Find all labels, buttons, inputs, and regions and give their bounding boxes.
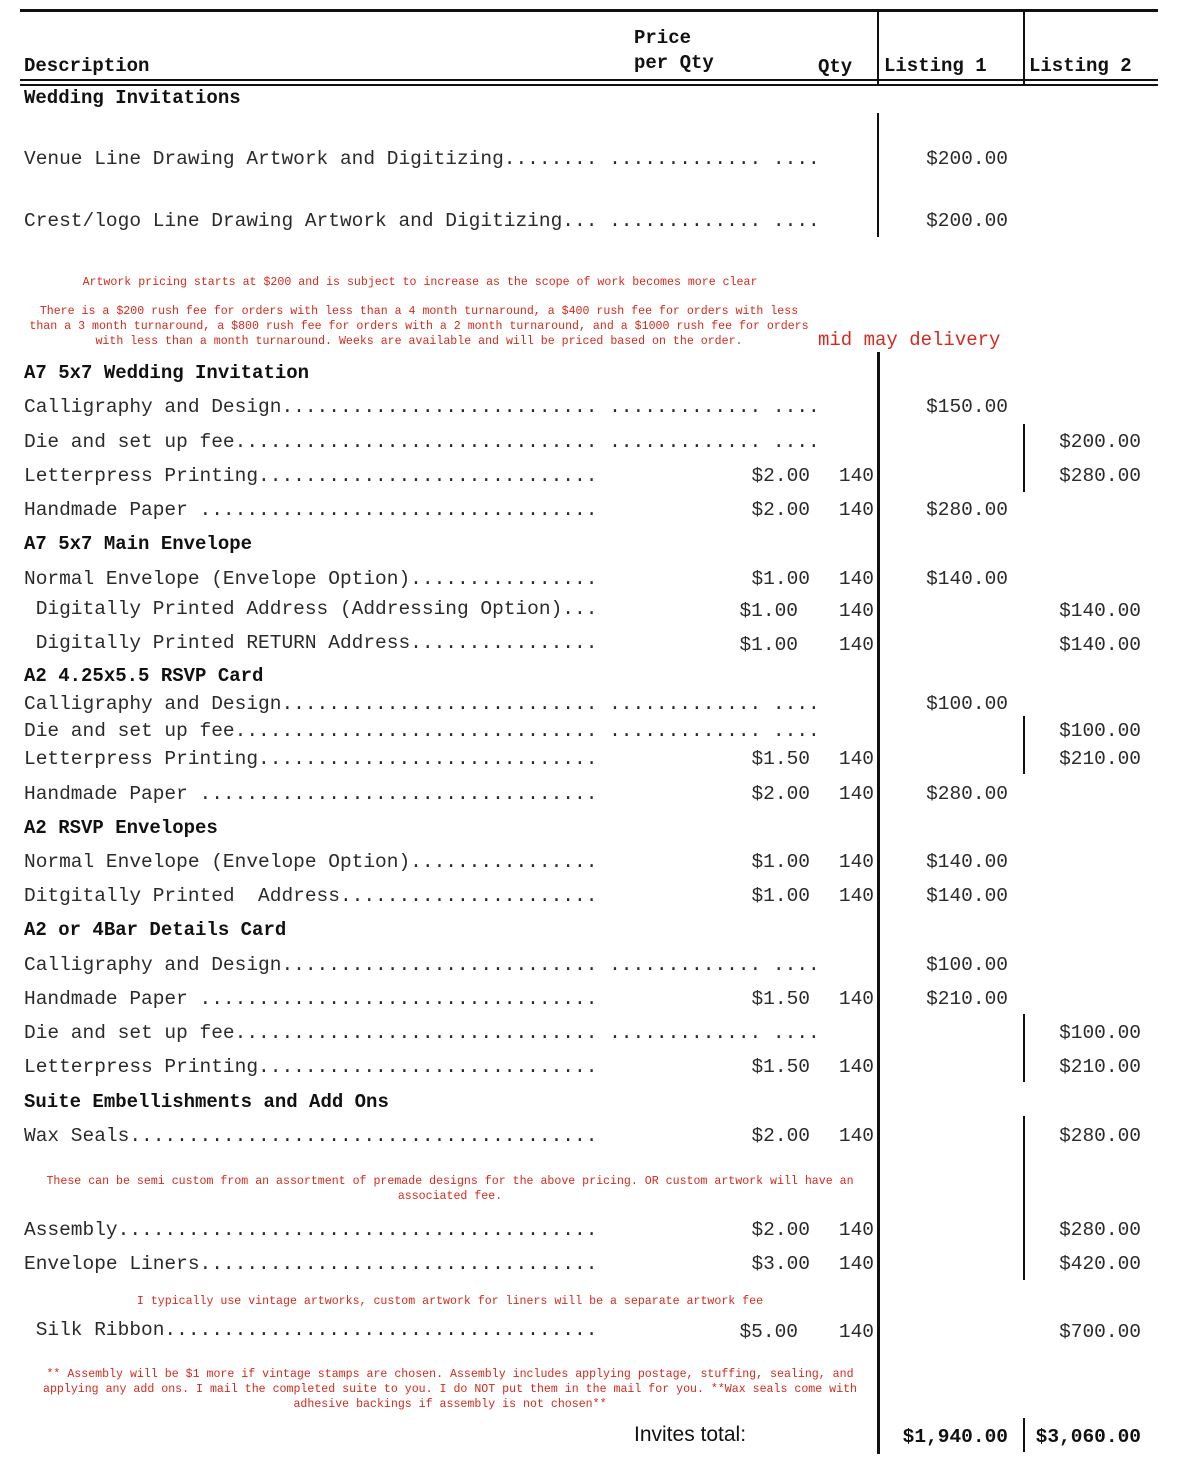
section-details-card: A2 or 4Bar Details Card: [24, 919, 287, 941]
line-item-description: Die and set up fee............................... ............. ....: [24, 720, 820, 742]
top-rule: [20, 9, 1158, 12]
line-item-listing1: $140.00: [926, 568, 1008, 590]
assembly-note: ** Assembly will be $1 more if vintage stamps are chosen. Assembly includes applying postage, stuffing, sealing, and applying any add ons. I mail the completed suite to you. I do NOT put them in the mail for you. **Wax seals come with adhesive backings if assembly is not chosen**: [42, 1368, 857, 1411]
line-item-qty: 140: [838, 988, 874, 1010]
listing2-total: $3,060.00: [1035, 1426, 1141, 1448]
line-item-qty: 140: [838, 499, 874, 521]
line-item-description: Envelope Liners..................................: [24, 1253, 598, 1275]
line-item-price: $1.00: [751, 851, 810, 873]
line-item-qty: 140: [838, 634, 874, 656]
line-item-description: Silk Ribbon.....................................: [24, 1319, 598, 1341]
line-item-description: Handmade Paper ..................................: [24, 988, 598, 1010]
line-item-description: Assembly.........................................: [24, 1219, 598, 1241]
listing1-divider-b: [877, 352, 880, 1454]
line-item-listing2: $100.00: [1059, 1022, 1141, 1044]
line-item-description: Normal Envelope (Envelope Option)................: [24, 568, 598, 590]
line-item-description: Die and set up fee............................... ............. ....: [24, 431, 820, 453]
line-item-price: $2.00: [751, 783, 810, 805]
liners-note: I typically use vintage artworks, custom artwork for liners will be a separate artwork fee: [136, 1295, 764, 1308]
header-listing-1: Listing 1: [884, 55, 987, 77]
line-item-description: Handmade Paper ..................................: [24, 499, 598, 521]
listing2-header-divider: [1023, 12, 1025, 84]
line-item-price: $3.00: [751, 1253, 810, 1275]
line-item-price: $1.00: [751, 885, 810, 907]
line-item-listing2: $210.00: [1059, 1056, 1141, 1078]
line-item-description: Letterpress Printing.............................: [24, 1056, 598, 1078]
line-item-listing1: $100.00: [926, 693, 1008, 715]
header-listing-2: Listing 2: [1029, 55, 1132, 77]
line-item-listing2: $700.00: [1059, 1321, 1141, 1343]
header-price-line1: Price: [634, 27, 692, 49]
line-item-listing2: $210.00: [1059, 748, 1141, 770]
listing1-divider-a: [877, 113, 879, 237]
line-item-description: Digitally Printed RETURN Address................: [24, 632, 598, 654]
line-item-price: $5.00: [739, 1321, 798, 1343]
line-item-listing1: $280.00: [926, 499, 1008, 521]
line-item-qty: 140: [838, 748, 874, 770]
line-item-listing1: $200.00: [926, 210, 1008, 232]
wax-seals-note: These can be semi custom from an assortment of premade designs for the above pricing. OR custom artwork will have an associated fee.: [46, 1175, 854, 1203]
line-item-qty: 140: [838, 465, 874, 487]
line-item-price: $1.00: [739, 600, 798, 622]
line-item-listing2: $280.00: [1059, 465, 1141, 487]
section-rsvp-envelopes: A2 RSVP Envelopes: [24, 817, 218, 839]
header-price-line2: per Qty: [634, 52, 714, 74]
line-item-price: $1.00: [751, 568, 810, 590]
line-item-listing1: $140.00: [926, 851, 1008, 873]
line-item-listing2: $140.00: [1059, 634, 1141, 656]
line-item-listing2: $100.00: [1059, 720, 1141, 742]
header-description: Description: [24, 55, 150, 77]
line-item-description: Ditgitally Printed Address......................: [24, 885, 598, 907]
line-item-listing2: $140.00: [1059, 600, 1141, 622]
header-rule-1: [20, 79, 1158, 81]
line-item-listing1: $280.00: [926, 783, 1008, 805]
line-item-price: $1.50: [751, 988, 810, 1010]
line-item-price: $2.00: [751, 465, 810, 487]
line-item-description: Venue Line Drawing Artwork and Digitizing........ ............. ....: [24, 148, 820, 170]
line-item-qty: 140: [838, 600, 874, 622]
line-item-description: Calligraphy and Design........................... ............. ....: [24, 693, 820, 715]
line-item-listing1: $210.00: [926, 988, 1008, 1010]
line-item-price: $2.00: [751, 499, 810, 521]
line-item-description: Die and set up fee............................... ............. ....: [24, 1022, 820, 1044]
line-item-listing2: $280.00: [1059, 1125, 1141, 1147]
line-item-listing1: $200.00: [926, 148, 1008, 170]
line-item-description: Wax Seals........................................: [24, 1125, 598, 1147]
line-item-price: $2.00: [751, 1125, 810, 1147]
rush-fee-note: There is a $200 rush fee for orders with less than a 4 month turnaround, a $400 rush fee for orders with less than a 3 month turnaround, a $800 rush fee for orders with a 2 month turnaround, and a $1000 rush fee for orders with less than a month turnaround. Weeks are available and will be priced based on the order.: [29, 305, 809, 348]
listing2-divider-e: [1023, 1418, 1025, 1452]
section-a7-invitation: A7 5x7 Wedding Invitation: [24, 362, 310, 384]
artwork-pricing-note: Artwork pricing starts at $200 and is subject to increase as the scope of work becomes more clear: [82, 276, 758, 289]
line-item-qty: 140: [838, 1321, 874, 1343]
section-wedding-invitations: Wedding Invitations: [24, 87, 241, 109]
line-item-qty: 140: [838, 1056, 874, 1078]
line-item-qty: 140: [838, 1253, 874, 1275]
header-qty: Qty: [818, 56, 853, 78]
listing1-header-divider: [877, 12, 879, 84]
listing1-total: $1,940.00: [902, 1426, 1008, 1448]
line-item-qty: 140: [838, 568, 874, 590]
delivery-note: mid may delivery: [818, 329, 1001, 351]
line-item-listing2: $200.00: [1059, 431, 1141, 453]
line-item-description: Calligraphy and Design........................... ............. ....: [24, 954, 820, 976]
line-item-description: Digitally Printed Address (Addressing Option)...: [24, 598, 598, 620]
line-item-listing2: $280.00: [1059, 1219, 1141, 1241]
line-item-qty: 140: [838, 885, 874, 907]
line-item-description: Normal Envelope (Envelope Option)................: [24, 851, 598, 873]
section-rsvp-card: A2 4.25x5.5 RSVP Card: [24, 665, 264, 687]
line-item-price: $2.00: [751, 1219, 810, 1241]
invites-total-label: Invites total:: [634, 1423, 747, 1446]
section-a7-envelope: A7 5x7 Main Envelope: [24, 533, 253, 555]
line-item-qty: 140: [838, 1219, 874, 1241]
line-item-listing1: $140.00: [926, 885, 1008, 907]
line-item-description: Crest/logo Line Drawing Artwork and Digitizing... ............. ....: [24, 210, 820, 232]
line-item-listing1: $100.00: [926, 954, 1008, 976]
line-item-qty: 140: [838, 783, 874, 805]
line-item-price: $1.50: [751, 1056, 810, 1078]
line-item-price: $1.50: [751, 748, 810, 770]
line-item-price: $1.00: [739, 634, 798, 656]
line-item-listing1: $150.00: [926, 396, 1008, 418]
header-rule-2: [20, 84, 1158, 86]
line-item-qty: 140: [838, 851, 874, 873]
line-item-qty: 140: [838, 1125, 874, 1147]
section-suite-embellishments: Suite Embellishments and Add Ons: [24, 1091, 389, 1113]
line-item-description: Calligraphy and Design........................... ............. ....: [24, 396, 820, 418]
line-item-description: Letterpress Printing.............................: [24, 748, 598, 770]
line-item-listing2: $420.00: [1059, 1253, 1141, 1275]
line-item-description: Letterpress Printing.............................: [24, 465, 598, 487]
line-item-description: Handmade Paper ..................................: [24, 783, 598, 805]
